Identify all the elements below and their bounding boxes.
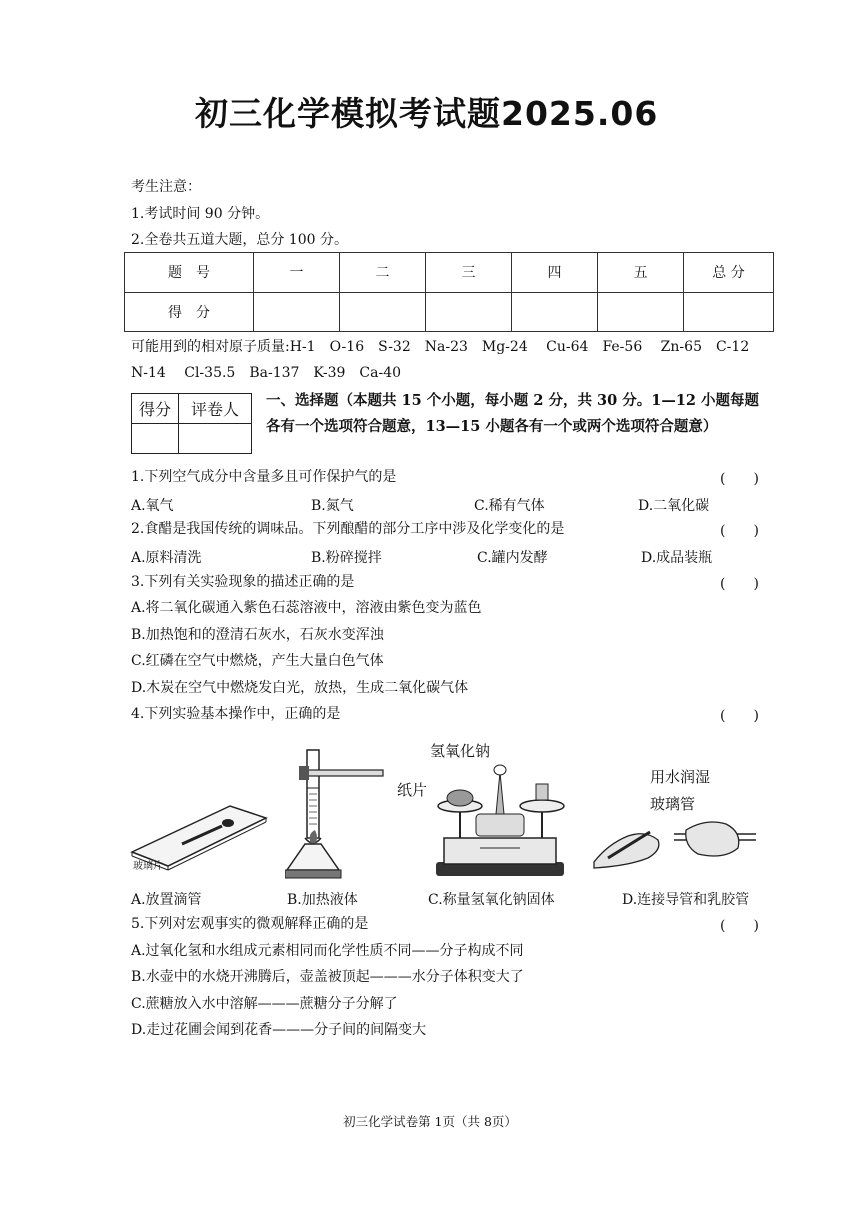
answer-paren: ( ) [720,708,759,724]
q3-option-b: B.加热饱和的澄清石灰水，石灰水变浑浊 [131,627,384,643]
q1-option-a: A.氧气 [131,498,174,514]
fig-a-label: 玻璃片 [133,861,163,872]
score-blank [512,292,598,332]
score-blank [684,292,774,332]
question-3-stem: 3.下列有关实验现象的描述正确的是 [131,574,355,590]
score-blank [426,292,512,332]
question-4-stem: 4.下列实验基本操作中，正确的是 [131,706,341,722]
score-blank [598,292,684,332]
grader-box [131,393,252,454]
grader-name-label: 评卷人 [179,394,252,424]
q3-option-d: D.木炭在空气中燃烧发白光，放热，生成二氧化碳气体 [131,680,469,696]
grader-score-label: 得分 [132,394,179,424]
q1-option-b: B.氮气 [311,498,354,514]
score-cell: 总 分 [684,253,774,293]
score-cell: 二 [340,253,426,293]
score-cell: 五 [598,253,684,293]
fig-c-label-paper: 纸片 [397,781,428,799]
score-table-header-row [125,253,774,293]
notice-line-2: 2.全卷共五道大题，总分 100 分。 [131,232,348,248]
score-cell: 题 号 [125,253,254,293]
score-row-label: 得 分 [125,292,254,332]
score-table [124,252,774,332]
score-blank [340,292,426,332]
fig-d-label-wet: 用水润湿 [650,768,711,786]
q4-option-a: A.放置滴管 [131,892,202,908]
q2-option-d: D.成品装瓶 [641,550,713,566]
answer-paren: ( ) [720,576,759,592]
figure-balance [430,762,570,882]
answer-paren: ( ) [720,471,759,487]
fig-d-label-glass-tube: 玻璃管 [650,795,696,813]
section-heading-line-2: 各有一个选项符合题意，13—15 小题各有一个或两个选项符合题意） [266,418,718,435]
section-heading-line-1: 一、选择题（本题共 15 个小题，每小题 2 分，共 30 分。1—12 小题每题 [266,392,760,409]
fig-c-label-naoh: 氢氧化钠 [430,742,491,760]
atomic-masses-1: 可能用到的相对原子质量:H-1 O-16 S-32 Na-23 Mg-24 Cu-64 Fe-56 Zn-65 C-12 [131,339,750,355]
notice-heading: 考生注意： [131,179,201,195]
q5-option-a: A.过氧化氢和水组成元素相同而化学性质不同——分子构成不同 [131,943,524,959]
score-table-score-row [125,292,774,332]
exam-title: 初三化学模拟考试题2025.06 [195,94,659,133]
q1-option-c: C.稀有气体 [474,498,545,514]
q2-option-a: A.原料清洗 [131,550,202,566]
q2-option-c: C.罐内发酵 [477,550,548,566]
question-2-stem: 2.食醋是我国传统的调味品。下列酿醋的部分工序中涉及化学变化的是 [131,521,565,537]
page-footer: 初三化学试卷第 1页（共 8页） [343,1114,517,1129]
question-1-stem: 1.下列空气成分中含量多且可作保护气的是 [131,469,397,485]
answer-paren: ( ) [720,918,759,934]
answer-paren: ( ) [720,523,759,539]
score-cell: 四 [512,253,598,293]
q4-option-d: D.连接导管和乳胶管 [622,892,750,908]
atomic-masses-2: N-14 Cl-35.5 Ba-137 K-39 Ca-40 [131,365,402,381]
q2-option-b: B.粉碎搅拌 [311,550,382,566]
q3-option-c: C.红磷在空气中燃烧，产生大量白色气体 [131,653,384,669]
q4-option-c: C.称量氢氧化钠固体 [428,892,555,908]
grader-blank [179,424,252,454]
q5-option-b: B.水壶中的水烧开沸腾后，壶盖被顶起———水分子体积变大了 [131,969,524,985]
q1-option-d: D.二氧化碳 [638,498,710,514]
q5-option-c: C.蔗糖放入水中溶解———蔗糖分子分解了 [131,996,398,1012]
q3-option-a: A.将二氧化碳通入紫色石蕊溶液中，溶液由紫色变为蓝色 [131,600,482,616]
score-blank [254,292,340,332]
question-5-stem: 5.下列对宏观事实的微观解释正确的是 [131,916,369,932]
section-heading [266,388,776,440]
score-cell: 三 [426,253,512,293]
figure-tube-connection [588,810,760,872]
q4-option-b: B.加热液体 [287,892,358,908]
grader-blank [132,424,179,454]
score-cell: 一 [254,253,340,293]
q5-option-d: D.走过花圃会闻到花香———分子间的间隔变大 [131,1022,427,1038]
figure-heating-liquid [285,748,390,883]
notice-line-1: 1.考试时间 90 分钟。 [131,206,270,222]
